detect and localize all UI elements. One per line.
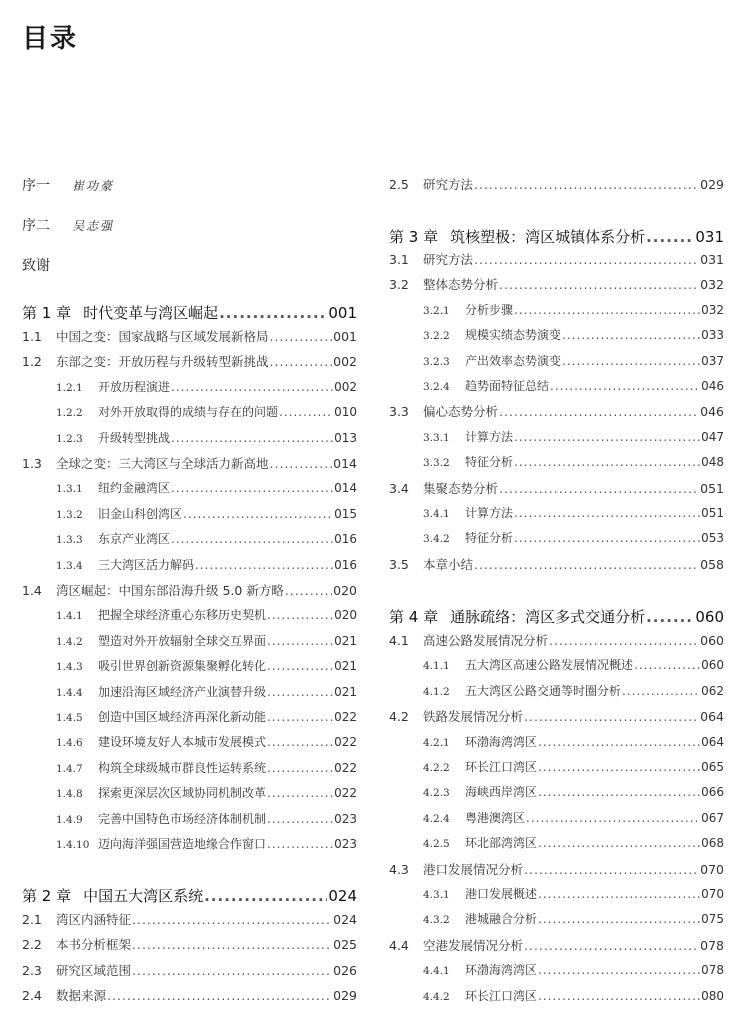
toc-entry[interactable] — [389, 707, 724, 725]
toc-entry-number: 4.4.1 — [423, 965, 450, 978]
toc-entry[interactable] — [389, 834, 724, 851]
toc-entry[interactable] — [389, 885, 724, 902]
toc-entry-number: 第 2 章 — [22, 887, 72, 905]
toc-front-entry[interactable] — [22, 215, 357, 235]
toc-chapter-entry[interactable] — [389, 226, 724, 247]
toc-entry-page: 001 — [333, 329, 357, 344]
toc-entry-title: 三大湾区活力解码 — [98, 557, 195, 572]
dot-leader — [279, 405, 333, 419]
toc-entry-number: 4.2.2 — [423, 762, 450, 774]
toc-entry[interactable] — [389, 910, 724, 927]
toc-entry[interactable] — [22, 961, 357, 979]
toc-entry-title: 中国之变：国家战略与区域发展新格局 — [56, 329, 269, 344]
toc-entry[interactable] — [22, 454, 357, 472]
dot-leader — [267, 837, 333, 851]
toc-entry-page: 020 — [333, 583, 357, 598]
dot-leader — [499, 404, 699, 419]
toc-entry-number: 1.2.3 — [56, 432, 83, 445]
toc-entry-title: 创造中国区域经济再深化新动能 — [98, 710, 267, 724]
toc-entry-number: 4.3 — [389, 861, 409, 877]
dot-leader — [622, 684, 700, 698]
toc-entry-page: 025 — [333, 937, 357, 953]
toc-entry[interactable] — [22, 479, 357, 496]
toc-entry[interactable] — [22, 530, 357, 547]
dot-leader — [646, 228, 694, 246]
toc-entry-title: 计算方法 — [465, 429, 514, 444]
toc-entry[interactable] — [389, 250, 724, 268]
toc-entry-number: 4.1.2 — [423, 685, 450, 698]
toc-entry-title: 规模实绩态势演变 — [465, 328, 562, 343]
toc-entry[interactable] — [22, 429, 357, 446]
toc-entry[interactable] — [389, 326, 724, 343]
toc-entry-number: 4.2.3 — [423, 787, 450, 800]
toc-entry-title: 特征分析 — [465, 455, 514, 470]
toc-entry-title: 粤港澳湾区 — [465, 810, 526, 825]
toc-entry-title: 塑造对外开放辐射全球交互界面 — [98, 633, 267, 648]
toc-entry-page: 021 — [334, 684, 357, 699]
toc-entry[interactable] — [389, 352, 724, 369]
toc-entry-page: 029 — [333, 988, 357, 1004]
toc-entry[interactable] — [389, 555, 724, 573]
toc-entry-number: 4.2 — [389, 709, 409, 725]
toc-entry[interactable] — [389, 809, 724, 826]
toc-entry-number: 3.2 — [389, 277, 409, 293]
toc-entry[interactable] — [22, 352, 357, 370]
toc-entry-page: 020 — [334, 608, 357, 623]
toc-entry-page: 022 — [334, 710, 357, 724]
toc-entry-number: 4.2.1 — [423, 736, 450, 749]
toc-entry-title: 数据来源 — [56, 988, 107, 1004]
toc-entry-page: 024 — [333, 912, 357, 927]
dot-leader — [514, 506, 700, 520]
toc-front-entry[interactable] — [22, 175, 357, 195]
dot-leader — [538, 785, 700, 799]
toc-entry[interactable] — [22, 784, 357, 801]
toc-entry-page: 033 — [701, 328, 724, 343]
toc-entry-page: 031 — [695, 228, 724, 246]
toc-entry-number: 第 1 章 — [22, 304, 72, 322]
toc-entry-title: 港口发展情况分析 — [423, 861, 524, 877]
toc-entry-page: 070 — [700, 861, 724, 877]
toc-entry[interactable] — [22, 657, 357, 674]
toc-entry-title: 港城融合分析 — [465, 912, 538, 927]
dot-leader — [499, 481, 699, 496]
toc-entry-title: 环渤海湾湾区 — [465, 963, 538, 978]
toc-entry-number: 1.4.7 — [56, 762, 83, 775]
toc-front-entry[interactable] — [22, 255, 357, 275]
toc-entry-number: 1.1 — [22, 329, 42, 344]
toc-entry-page: 022 — [334, 760, 357, 775]
toc-entry-title: 筑核塑极：湾区城镇体系分析 — [450, 228, 646, 246]
toc-chapter-entry[interactable] — [389, 606, 724, 627]
toc-entry-page: 001 — [328, 304, 357, 322]
toc-entry-number: 3.5 — [389, 556, 409, 572]
toc-entry-title: 湾区内涵特征 — [56, 912, 132, 927]
toc-entry-page: 064 — [701, 734, 724, 749]
dot-leader — [183, 507, 333, 521]
toc-entry-page: 047 — [701, 429, 724, 444]
toc-entry-page: 037 — [701, 353, 724, 368]
toc-entry-number: 序一 — [22, 178, 50, 194]
toc-entry[interactable] — [389, 783, 724, 800]
toc-entry-title: 五大湾区公路交通等时圈分析 — [465, 683, 622, 698]
toc-entry-title: 吴志强 — [72, 219, 115, 233]
toc-entry[interactable] — [22, 935, 357, 953]
toc-entry-number: 序二 — [22, 218, 50, 234]
toc-entry-title: 环长江口湾区 — [465, 988, 538, 1003]
toc-entry[interactable] — [389, 656, 724, 673]
toc-entry-page: 046 — [700, 404, 724, 420]
dot-leader — [171, 431, 333, 445]
toc-entry-title: 整体态势分析 — [423, 277, 499, 293]
toc-entry[interactable] — [22, 835, 357, 852]
toc-entry-number: 1.3.4 — [56, 559, 83, 572]
toc-entry[interactable] — [389, 402, 724, 420]
toc-entry[interactable] — [22, 378, 357, 395]
toc-entry-number: 2.3 — [22, 962, 42, 978]
toc-entry-number: 4.3.1 — [423, 889, 450, 901]
toc-entry-page: 024 — [328, 887, 357, 905]
toc-entry[interactable] — [22, 683, 357, 700]
dot-leader — [219, 304, 327, 322]
toc-entry-page: 021 — [334, 659, 357, 674]
toc-entry-number: 1.4.1 — [56, 610, 83, 623]
dot-leader — [514, 430, 700, 444]
toc-entry-number: 3.2.4 — [423, 381, 450, 393]
toc-entry-number: 1.2.2 — [56, 407, 83, 420]
toc-entry-title: 旧金山科创湾区 — [98, 506, 183, 521]
toc-entry[interactable] — [389, 987, 724, 1004]
toc-entry-number: 1.4.4 — [56, 686, 83, 699]
toc-entry-number: 致谢 — [22, 258, 50, 274]
toc-entry[interactable] — [389, 682, 724, 699]
toc-entry-title: 迈向海洋强国营造地缘合作窗口 — [98, 837, 267, 851]
dot-leader — [538, 735, 700, 749]
toc-entry-number: 3.4.1 — [423, 508, 450, 520]
toc-entry-page: 066 — [701, 785, 724, 800]
toc-entry-title: 研究方法 — [423, 252, 474, 267]
toc-entry-page: 051 — [701, 506, 724, 520]
toc-entry[interactable] — [22, 327, 357, 345]
dot-leader — [524, 938, 699, 953]
toc-entry-title: 计算方法 — [465, 506, 514, 520]
toc-entry-page: 053 — [701, 531, 724, 546]
toc-entry[interactable] — [389, 631, 724, 649]
toc-entry-number: 1.4.9 — [56, 813, 83, 826]
toc-entry[interactable] — [389, 479, 724, 497]
toc-entry-title: 吸引世界创新资源集聚孵化转化 — [98, 659, 267, 674]
toc-entry-page: 023 — [334, 811, 357, 826]
toc-entry-page: 029 — [700, 177, 724, 192]
toc-entry-number: 1.4.2 — [56, 635, 83, 648]
toc-entry-title: 环北部湾湾区 — [465, 836, 538, 851]
toc-entry-page: 075 — [701, 912, 724, 927]
toc-entry-title: 高速公路发展情况分析 — [423, 633, 549, 648]
toc-entry[interactable] — [389, 504, 724, 521]
toc-entry-title: 时代变革与湾区崛起 — [83, 304, 219, 322]
toc-entry-title: 对外开放取得的成绩与存在的问题 — [98, 405, 279, 420]
toc-entry-title: 铁路发展情况分析 — [423, 709, 524, 725]
toc-entry-title: 环长江口湾区 — [465, 760, 538, 774]
dot-leader — [538, 989, 700, 1003]
toc-entry-number: 第 4 章 — [389, 608, 439, 626]
toc-entry-title: 五大湾区高速公路发展情况概述 — [465, 658, 634, 673]
dot-leader — [549, 633, 699, 648]
toc-entry[interactable] — [389, 529, 724, 546]
dot-leader — [132, 963, 332, 978]
dot-leader — [267, 786, 333, 800]
toc-entry-number: 4.4 — [389, 937, 409, 953]
toc-entry-title: 海峡西岸湾区 — [465, 785, 538, 800]
dot-leader — [499, 277, 699, 292]
dot-leader — [538, 963, 700, 977]
dot-leader — [514, 455, 700, 469]
toc-entry-page: 032 — [701, 302, 724, 317]
dot-leader — [538, 912, 700, 926]
toc-entry-title: 研究区域范围 — [56, 962, 132, 978]
dot-leader — [474, 177, 699, 192]
toc-entry-number: 1.4.6 — [56, 737, 83, 750]
dot-leader — [267, 685, 333, 699]
dot-leader — [267, 710, 333, 724]
toc-entry[interactable] — [389, 860, 724, 878]
toc-entry[interactable] — [389, 301, 724, 318]
toc-entry-number: 4.1.1 — [423, 660, 450, 673]
toc-entry-page: 016 — [334, 557, 357, 572]
toc-entry-page: 068 — [701, 836, 724, 851]
dot-leader — [270, 329, 333, 344]
page-title: 目录 — [22, 24, 79, 54]
toc-entry-number: 1.3.3 — [56, 534, 83, 547]
dot-leader — [538, 760, 700, 774]
toc-entry-title: 通脉疏络：湾区多式交通分析 — [450, 608, 646, 626]
toc-entry[interactable] — [22, 708, 357, 725]
toc-entry-title: 环渤海湾湾区 — [465, 734, 538, 749]
toc-entry[interactable] — [22, 810, 357, 827]
toc-entry-number: 2.5 — [389, 177, 409, 192]
toc-entry-page: 060 — [695, 608, 724, 626]
toc-entry-page: 022 — [334, 735, 357, 750]
dot-leader — [171, 380, 333, 394]
toc-entry-number: 2.2 — [22, 937, 42, 953]
toc-entry-title: 崔功豪 — [72, 179, 115, 193]
toc-entry-page: 078 — [701, 963, 724, 978]
toc-entry[interactable] — [22, 403, 357, 420]
toc-entry[interactable] — [389, 758, 724, 775]
toc-entry-page: 002 — [333, 354, 357, 370]
dot-leader — [171, 532, 333, 546]
toc-entry-page: 026 — [333, 962, 357, 978]
toc-entry[interactable] — [22, 556, 357, 573]
toc-entry-number: 1.2 — [22, 354, 42, 370]
toc-entry[interactable] — [389, 175, 724, 193]
dot-leader — [204, 887, 327, 905]
toc-entry-title: 研究方法 — [423, 177, 474, 192]
toc-entry-page: 014 — [334, 481, 357, 496]
toc-entry-number: 1.4.10 — [56, 839, 90, 851]
toc-entry-title: 湾区崛起：中国东部沿海升级 5.0 新方略 — [56, 583, 284, 598]
toc-entry-number: 1.3.1 — [56, 483, 83, 496]
toc-entry-title: 本书分析框架 — [56, 937, 132, 953]
toc-entry-number: 3.3.2 — [423, 457, 450, 470]
dot-leader — [195, 558, 333, 572]
toc-entry-number: 第 3 章 — [389, 228, 439, 246]
toc-entry-page: 080 — [701, 988, 724, 1003]
toc-entry-title: 探索更深层次区域协同机制改革 — [98, 786, 267, 801]
toc-entry-number: 3.3.1 — [423, 431, 450, 444]
toc-entry-page: 031 — [700, 252, 724, 267]
dot-leader — [514, 531, 700, 545]
toc-entry[interactable] — [22, 606, 357, 623]
toc-entry-title: 产出效率态势演变 — [465, 353, 562, 368]
toc-entry[interactable] — [22, 910, 357, 928]
dot-leader — [267, 735, 333, 749]
toc-entry-page: 058 — [700, 556, 724, 572]
toc-entry-number: 3.4 — [389, 480, 409, 496]
toc-entry-title: 分析步骤 — [465, 302, 514, 317]
toc-entry-title: 建设环境友好人本城市发展模式 — [98, 735, 267, 750]
toc-entry-title: 纽约金融湾区 — [98, 481, 171, 496]
toc-entry-number: 3.1 — [389, 252, 409, 267]
dot-leader — [514, 303, 700, 317]
toc-entry-page: 021 — [334, 633, 357, 648]
toc-entry[interactable] — [22, 581, 357, 599]
toc-entry-page: 070 — [701, 887, 724, 901]
dot-leader — [474, 557, 699, 572]
dot-leader — [285, 583, 332, 598]
toc-entry-title: 把握全球经济重心东移历史契机 — [98, 608, 267, 623]
dot-leader — [634, 658, 700, 672]
dot-leader — [562, 354, 700, 368]
toc-entry[interactable] — [389, 428, 724, 445]
toc-entry-number: 4.4.2 — [423, 990, 450, 1003]
dot-leader — [524, 709, 699, 724]
toc-entry-page: 023 — [334, 837, 357, 851]
toc-entry-title: 趋势面特征总结 — [465, 379, 550, 393]
toc-entry-number: 1.4.8 — [56, 788, 83, 801]
toc-entry-page: 064 — [700, 709, 724, 725]
toc-entry[interactable] — [389, 377, 724, 394]
toc-entry[interactable] — [389, 733, 724, 750]
dot-leader — [267, 761, 333, 775]
toc-entry-number: 4.3.2 — [423, 914, 450, 927]
toc-entry-title: 东京产业湾区 — [98, 532, 171, 547]
toc-entry-page: 002 — [334, 379, 357, 394]
toc-entry-page: 065 — [701, 760, 724, 774]
toc-entry-page: 062 — [701, 683, 724, 698]
dot-leader — [538, 887, 700, 901]
toc-entry[interactable] — [22, 733, 357, 750]
toc-entry-page: 015 — [334, 506, 357, 521]
toc-entry-page: 060 — [701, 658, 724, 673]
toc-entry-number: 4.1 — [389, 633, 409, 648]
toc-entry[interactable] — [22, 632, 357, 649]
toc-entry-page: 078 — [700, 937, 724, 953]
toc-entry-number: 2.4 — [22, 988, 42, 1004]
toc-entry-title: 开放历程演进 — [98, 379, 171, 394]
toc-entry-title: 中国五大湾区系统 — [83, 887, 204, 905]
dot-leader — [474, 252, 699, 267]
toc-entry-page: 060 — [700, 633, 724, 648]
toc-entry-title: 加速沿海区域经济产业演替升级 — [98, 684, 267, 699]
toc-entry-title: 东部之变：开放历程与升级转型新挑战 — [56, 354, 269, 370]
toc-entry-number: 1.3 — [22, 456, 42, 471]
toc-entry-page: 046 — [701, 379, 724, 393]
toc-entry-page: 010 — [334, 405, 357, 420]
dot-leader — [132, 937, 332, 952]
toc-entry-title: 港口发展概述 — [465, 887, 538, 901]
toc-entry-title: 全球之变：三大湾区与全球活力新高地 — [56, 456, 269, 471]
dot-leader — [270, 456, 333, 471]
toc-chapter-entry[interactable] — [22, 885, 357, 906]
toc-entry-number: 1.3.2 — [56, 508, 83, 521]
toc-entry-title: 空港发展情况分析 — [423, 937, 524, 953]
toc-entry[interactable] — [389, 453, 724, 470]
toc-chapter-entry[interactable] — [22, 302, 357, 323]
dot-leader — [524, 862, 699, 877]
dot-leader — [171, 481, 333, 495]
toc-entry-number: 3.2.3 — [423, 355, 450, 368]
toc-entry-number: 1.4.5 — [56, 712, 83, 724]
toc-entry-number: 3.2.2 — [423, 330, 450, 343]
toc-entry-page: 013 — [334, 430, 357, 445]
toc-entry-page: 022 — [334, 786, 357, 801]
toc-entry-number: 4.2.5 — [423, 838, 450, 851]
dot-leader — [526, 811, 700, 825]
toc-entry[interactable] — [22, 759, 357, 776]
toc-entry[interactable] — [389, 961, 724, 978]
toc-entry-page: 032 — [700, 277, 724, 293]
toc-entry-number: 3.4.2 — [423, 533, 450, 546]
toc-entry-number: 4.2.4 — [423, 812, 450, 825]
dot-leader — [267, 608, 333, 622]
toc-entry-number: 2.1 — [22, 912, 42, 927]
toc-entry-title: 特征分析 — [465, 531, 514, 546]
toc-entry[interactable] — [22, 986, 357, 1004]
dot-leader — [538, 836, 700, 850]
toc-entry-title: 本章小结 — [423, 556, 474, 572]
dot-leader — [270, 354, 333, 369]
toc-entry[interactable] — [389, 275, 724, 293]
toc-entry-title: 构筑全球级城市群良性运转系统 — [98, 760, 267, 775]
toc-entry-page: 016 — [334, 532, 357, 547]
dot-leader — [132, 912, 332, 927]
toc-entry-title: 升级转型挑战 — [98, 430, 171, 445]
dot-leader — [267, 634, 333, 648]
toc-entry-page: 014 — [333, 456, 357, 471]
toc-entry-number: 1.4.3 — [56, 661, 83, 674]
toc-entry[interactable] — [389, 936, 724, 954]
toc-entry-page: 067 — [701, 810, 724, 825]
toc-entry-number: 3.2.1 — [423, 304, 450, 317]
dot-leader — [550, 379, 700, 393]
toc-entry-title: 集聚态势分析 — [423, 480, 499, 496]
toc-entry-number: 3.3 — [389, 404, 409, 420]
toc-entry-page: 051 — [700, 480, 724, 496]
toc-entry-page: 048 — [701, 455, 724, 470]
toc-entry-title: 完善中国特色市场经济体制机制 — [98, 811, 267, 826]
dot-leader — [646, 608, 694, 626]
toc-entry-number: 1.4 — [22, 583, 42, 598]
dot-leader — [562, 328, 700, 342]
dot-leader — [107, 988, 332, 1003]
toc-entry[interactable] — [22, 505, 357, 522]
toc-entry-number: 1.2.1 — [56, 381, 83, 394]
toc-entry-title: 偏心态势分析 — [423, 404, 499, 420]
dot-leader — [267, 812, 333, 826]
dot-leader — [267, 659, 333, 673]
